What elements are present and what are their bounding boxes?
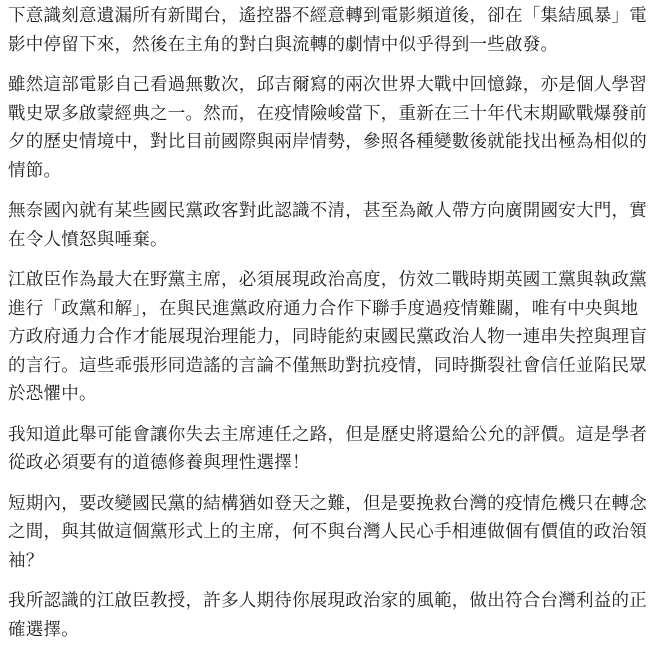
paragraph-2: 雖然這部電影自己看過無數次，邱吉爾寫的兩次世界大戰中回憶錄，亦是個人學習戰史眾多啟蒙經典之一。然而，在疫情險峻當下，重新在三十年代末期歐戰爆發前夕的歷史情境中，對比目前國際與兩岸情勢，參照各種變數後就能找出極為相似的情節。 — [8, 75, 647, 181]
paragraph-4: 江啟臣作為最大在野黨主席，必須展現政治高度，仿效二戰時期英國工黨與執政黨進行「政黨和解」，在與民進黨政府通力合作下聯手度過疫情難關，唯有中央與地方政府通力合作才能展現治理能力，同時能約束國民黨政治人物一連串失控與理盲的言行。這些乖張形同造謠的言論不僅無助對抗疫情，同時撕裂社會信任並陷民眾於恐懼中。 — [8, 270, 647, 404]
paragraph-1: 下意識刻意遺漏所有新聞台，遙控器不經意轉到電影頻道後，卻在「集結風暴」電影中停留下來，然後在主角的對白與流轉的劇情中似乎得到一些啟發。 — [8, 6, 647, 55]
paragraph-3: 無奈國內就有某些國民黨政客對此認識不清，甚至為敵人帶方向廣開國安大門，實在令人憤怒與唾棄。 — [8, 201, 647, 250]
post-body — [8, 2, 654, 656]
paragraph-6: 短期內，要改變國民黨的結構猶如登天之難，但是要挽救台灣的疫情危機只在轉念之間，與其做這個黨形式上的主席，何不與台灣人民心手相連做個有價值的政治領袖？ — [8, 493, 647, 571]
paragraph-7: 我所認識的江啟臣教授，許多人期待你展現政治家的風範，做出符合台灣利益的正確選擇。 — [8, 591, 647, 640]
paragraph-5: 我知道此舉可能會讓你失去主席連任之路，但是歷史將還給公允的評價。這是學者從政必須要有的道德修養與理性選擇！ — [8, 424, 647, 473]
